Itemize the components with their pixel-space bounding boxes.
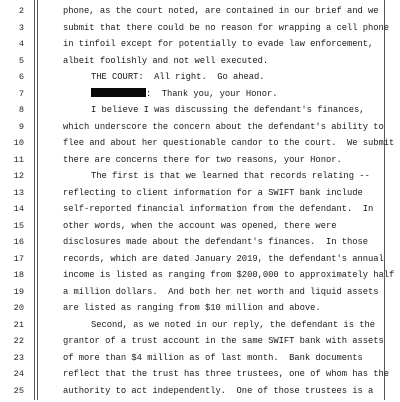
line-text-content: records, which are dated January 2019, the defendant's annual [63, 253, 384, 264]
line-text-content: disclosures made about the defendant's finances. In those [63, 237, 369, 247]
line-number: 19 [13, 286, 24, 297]
redaction-bar [91, 88, 146, 97]
line-number: 23 [13, 352, 24, 363]
line-text-content: phone, as the court noted, are contained in our brief and we [63, 6, 379, 16]
line-number: 16 [13, 237, 24, 247]
line-text [63, 381, 382, 402]
line-text-content: grantor of a trust account in the same SWIFT bank with assets [63, 336, 384, 346]
line-number: 9 [18, 121, 24, 132]
line-text-content: a million dollars. And both her net worth and liquid assets [63, 286, 379, 297]
line-number: 22 [13, 336, 24, 346]
line-text-content: reflecting to client information for a SWIFT bank include [63, 187, 363, 198]
transcript-line [0, 381, 400, 402]
line-text-content: THE COURT: All right. Go ahead. [91, 72, 265, 82]
line-number: 3 [18, 22, 24, 33]
line-number: 17 [13, 253, 24, 264]
line-number: 12 [13, 171, 24, 181]
line-text-content: are listed as ranging from $10 million and above. [63, 303, 321, 313]
line-text-content: Second, as we noted in our reply, the defendant is the [91, 319, 375, 330]
line-text-content: of more than $4 million as of last month. Bank documents [63, 352, 363, 363]
line-number: 20 [13, 303, 24, 313]
line-text-content: flee and about her questionable candor to the court. We submit [63, 138, 395, 148]
line-text-content: there are concerns there for two reasons, your Honor. [63, 154, 342, 165]
line-text-content: reflect that the trust has three trustees, one of whom has the [63, 369, 390, 379]
line-text-content: The first is that we learned that records relating -- [91, 171, 370, 181]
line-text-content: authority to act independently. One of those trustees is a [63, 385, 374, 396]
line-number: 24 [13, 369, 24, 379]
line-number: 18 [13, 270, 24, 280]
line-number: 13 [13, 187, 24, 198]
line-text-content: which underscore the concern about the defendant's ability to [63, 121, 384, 132]
line-number: 25 [13, 385, 24, 396]
line-text-content: I believe I was discussing the defendant's finances, [91, 105, 365, 115]
line-number: 11 [13, 154, 24, 165]
line-number: 8 [18, 105, 24, 115]
line-number: 10 [13, 138, 24, 148]
line-text-content: other words, when the account was opened, there were [63, 220, 337, 231]
line-text-content: self-reported financial information from the defendant. In [63, 204, 374, 214]
line-text-content: submit that there could be no reason for wrapping a cell phone [63, 22, 390, 33]
line-number: 5 [18, 55, 24, 66]
line-number: 7 [18, 88, 24, 99]
line-number: 15 [13, 220, 24, 231]
line-number: 4 [18, 39, 24, 49]
line-text-content: income is listed as ranging from $200,000 to approximately half [63, 270, 395, 280]
line-text-content: albeit foolishly and not well executed. [63, 55, 269, 66]
line-number: 14 [13, 204, 24, 214]
line-number: 6 [18, 72, 24, 82]
line-text-content: : Thank you, your Honor. [146, 88, 278, 99]
line-number: 2 [18, 6, 24, 16]
line-number: 21 [13, 319, 24, 330]
line-text-content: in tinfoil except for potentially to evade law enforcement, [63, 39, 374, 49]
